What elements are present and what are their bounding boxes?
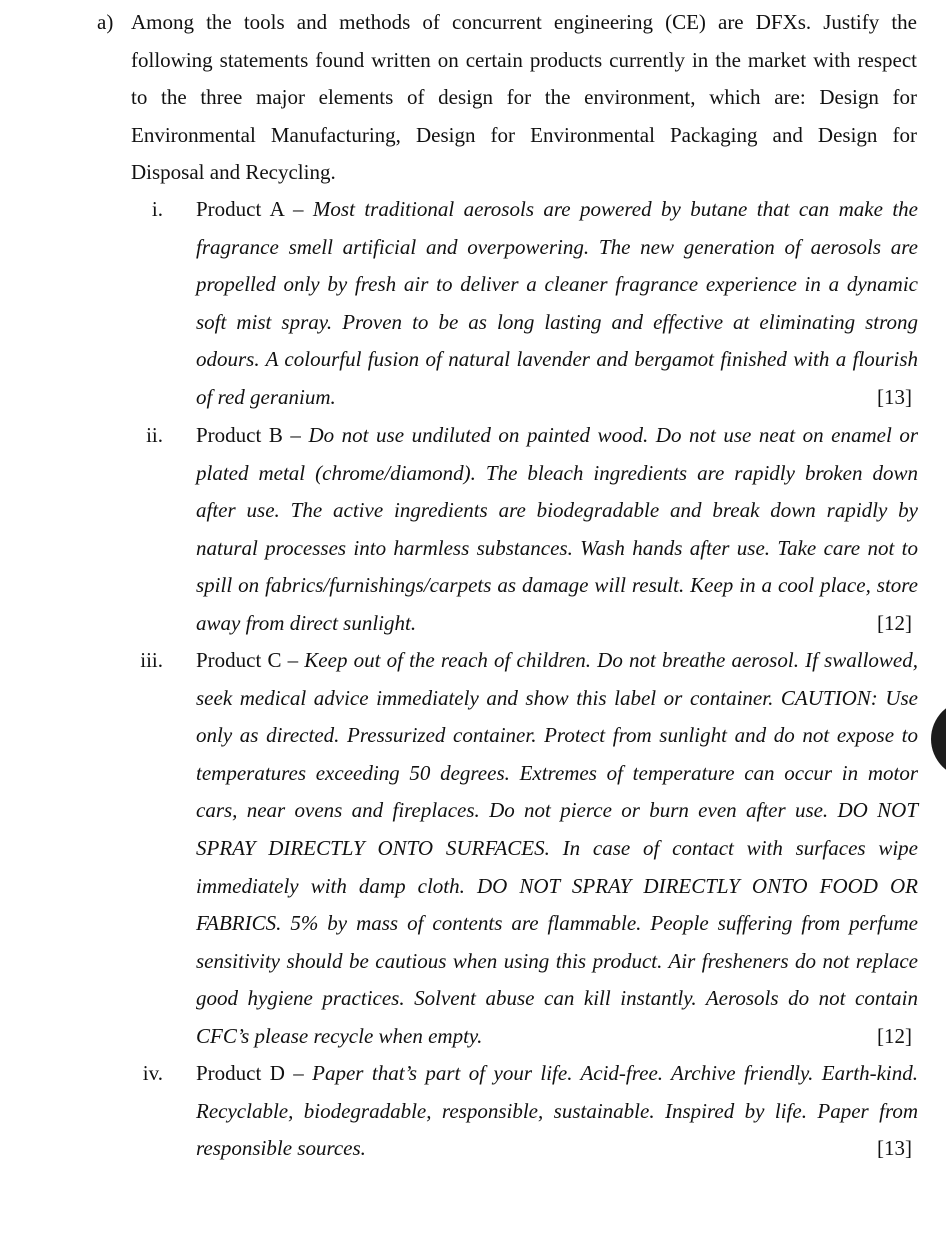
item-number: i. bbox=[151, 197, 163, 221]
product-label: Product D – bbox=[196, 1061, 313, 1085]
marks-label: [12] bbox=[877, 1023, 912, 1048]
item-number: iii. bbox=[140, 648, 163, 672]
item-body bbox=[196, 1055, 918, 1168]
question-label: a) bbox=[97, 10, 114, 34]
product-statement: Most traditional aerosols are powered by butane that can make the fragrance smell artificial and overpowering. The new generation of aerosols are propelled only by fresh air to deliver a cleaner fragrance experience in a dynamic soft mist spray. Proven to be as long lasting and effective at eliminating strong odours. A colourful fusion of natural lavender and bergamot finished with a flourish of red geranium. bbox=[196, 197, 918, 409]
item-body bbox=[196, 642, 918, 1056]
marks-label: [13] bbox=[877, 1136, 912, 1161]
item-body bbox=[196, 417, 918, 643]
item-number: ii. bbox=[146, 423, 163, 447]
marks-label: [13] bbox=[877, 384, 912, 409]
marks-label: [12] bbox=[877, 610, 912, 635]
product-label: Product B – bbox=[196, 423, 309, 447]
edge-circle-handle[interactable] bbox=[931, 700, 946, 778]
item-number: iv. bbox=[142, 1061, 163, 1085]
product-statement: Paper that’s part of your life. Acid-free. Archive friendly. Earth-kind. Recyclable, biodegradable, responsible, sustainable. Inspired by life. Paper from responsible sources. bbox=[196, 1061, 918, 1161]
question-intro: Among the tools and methods of concurrent engineering (CE) are DFXs. Justify the following statements found written on certain products currently in the market with respect to the three major elements of design for the environment, which are: Design for Environmental Manufacturing, Design for Environmental Packaging and Design for Disposal and Recycling. bbox=[131, 10, 917, 185]
product-statement: Do not use undiluted on painted wood. Do not use neat on enamel or plated metal (chrome/diamond). The bleach ingredients are rapidly broken down after use. The active ingredients are biodegradable and break down rapidly by natural processes into harmless substances. Wash hands after use. Take care not to spill on fabrics/furnishings/carpets as damage will result. Keep in a cool place, store away from direct sunlight. bbox=[196, 423, 918, 635]
product-label: Product A – bbox=[196, 197, 313, 221]
product-statement: Keep out of the reach of children. Do not breathe aerosol. If swallowed, seek medical advice immediately and show this label or container. CAUTION: Use only as directed. Pressurized container. Protect from sunlight and do not expose to temperatures exceeding 50 degrees. Extremes of temperature can occur in motor cars, near ovens and fireplaces. Do not pierce or burn even after use. DO NOT SPRAY DIRECTLY ONTO SURFACES. In case of contact with surfaces wipe immediately with damp cloth. DO NOT SPRAY DIRECTLY ONTO FOOD OR FABRICS. 5% by mass of contents are flammable. People suffering from perfume sensitivity should be cautious when using this product. Air fresheners do not replace good hygiene practices. Solvent abuse can kill instantly. Aerosols do not contain CFC’s please recycle when empty. bbox=[196, 648, 918, 1048]
item-body bbox=[196, 191, 918, 417]
product-label: Product C – bbox=[196, 648, 305, 672]
